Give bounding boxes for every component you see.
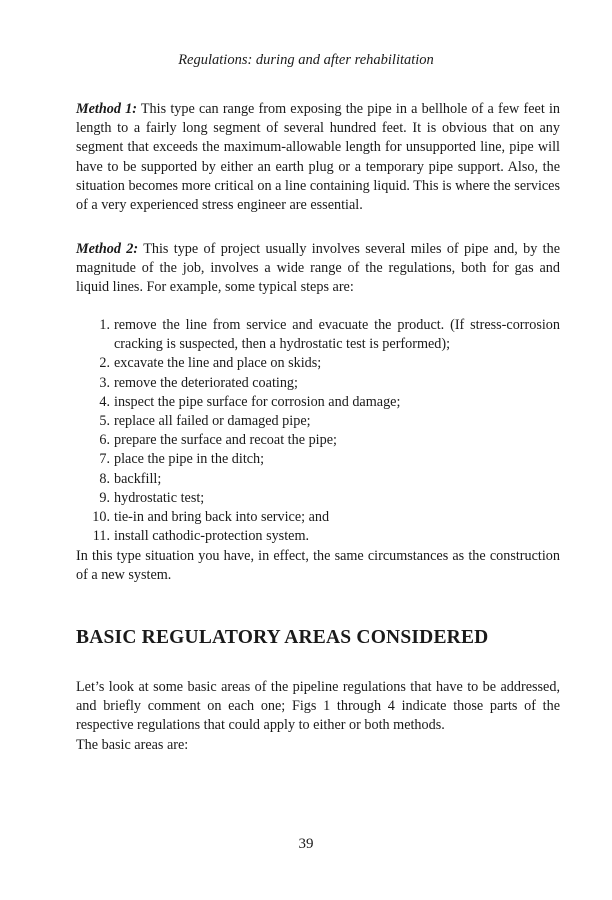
step-number: 1. — [99, 317, 110, 333]
list-item — [92, 412, 560, 431]
list-item — [92, 316, 560, 354]
list-item — [92, 527, 560, 546]
step-number: 8. — [99, 470, 110, 487]
list-item — [92, 431, 560, 450]
list-item — [92, 508, 560, 527]
step-number: 2. — [99, 355, 110, 372]
method-2-paragraph — [76, 240, 560, 298]
list-item — [92, 470, 560, 489]
step-text: tie-in and bring back into service; and — [114, 509, 330, 526]
step-text: remove the deteriorated coating; — [114, 374, 298, 391]
step-text: install cathodic-protection system. — [114, 528, 310, 545]
step-number: 11. — [92, 528, 110, 545]
list-item — [92, 393, 560, 412]
step-number: 5. — [99, 413, 110, 430]
step-text: excavate the line and place on skids; — [114, 355, 322, 372]
typical-steps-list — [92, 316, 560, 546]
step-text: place the pipe in the ditch; — [114, 451, 265, 468]
section-lead-in: The basic areas are: — [76, 736, 189, 753]
list-item — [92, 354, 560, 373]
step-text: prepare the surface and recoat the pipe; — [114, 432, 337, 449]
section-heading: BASIC REGULATORY AREAS CONSIDERED — [76, 627, 489, 648]
method-1-paragraph — [76, 100, 560, 215]
method-1-text: This type can range from exposing the pipe in a bellhole of a few feet in length to a fairly long segment of several hundred feet. It is obvious that on any segment that exceeds the maximum-allowable length for unsupported line, pipe will have to be supported by either an earth plug or a temporary pipe support. Also, the situation becomes more critical on a line containing liquid. This is where the services of a very experienced stress engineer are essential. — [76, 101, 560, 214]
step-text: hydrostatic test; — [114, 489, 205, 506]
step-number: 4. — [99, 393, 110, 410]
step-number: 9. — [99, 489, 110, 506]
step-text: inspect the pipe surface for corrosion and damage; — [114, 393, 401, 410]
page-number: 39 — [298, 836, 314, 852]
step-text: replace all failed or damaged pipe; — [114, 413, 311, 430]
step-number: 3. — [99, 374, 110, 391]
step-text: remove the line from service and evacuate the product. (If stress-corrosion cracking is suspected, then a hydrostatic test is performed); — [114, 317, 560, 353]
step-number: 7. — [99, 451, 110, 468]
method-1-label: Method 1: — [76, 101, 137, 117]
method-2-label: Method 2: — [76, 241, 139, 257]
closing-paragraph: In this type situation you have, in effect, the same circumstances as the construction of a new system. — [76, 548, 560, 584]
step-number: 10. — [92, 509, 110, 526]
method-2-text: This type of project usually involves several miles of pipe and, by the magnitude of the job, involves a wide range of the regulations, both for gas and liquid lines. For example, some typical steps are: — [76, 241, 561, 296]
section-paragraph: Let’s look at some basic areas of the pipeline regulations that have to be addressed, and briefly comment on each one; Figs 1 through 4 indicate those parts of the respective regulations that could apply to either or both methods. — [76, 679, 560, 734]
list-item — [92, 374, 560, 393]
step-text: backfill; — [114, 470, 162, 487]
list-item — [92, 489, 560, 508]
list-item — [92, 450, 560, 469]
section-body — [76, 678, 560, 755]
running-head: Regulations: during and after rehabilitation — [178, 52, 434, 68]
step-number: 6. — [99, 432, 110, 449]
